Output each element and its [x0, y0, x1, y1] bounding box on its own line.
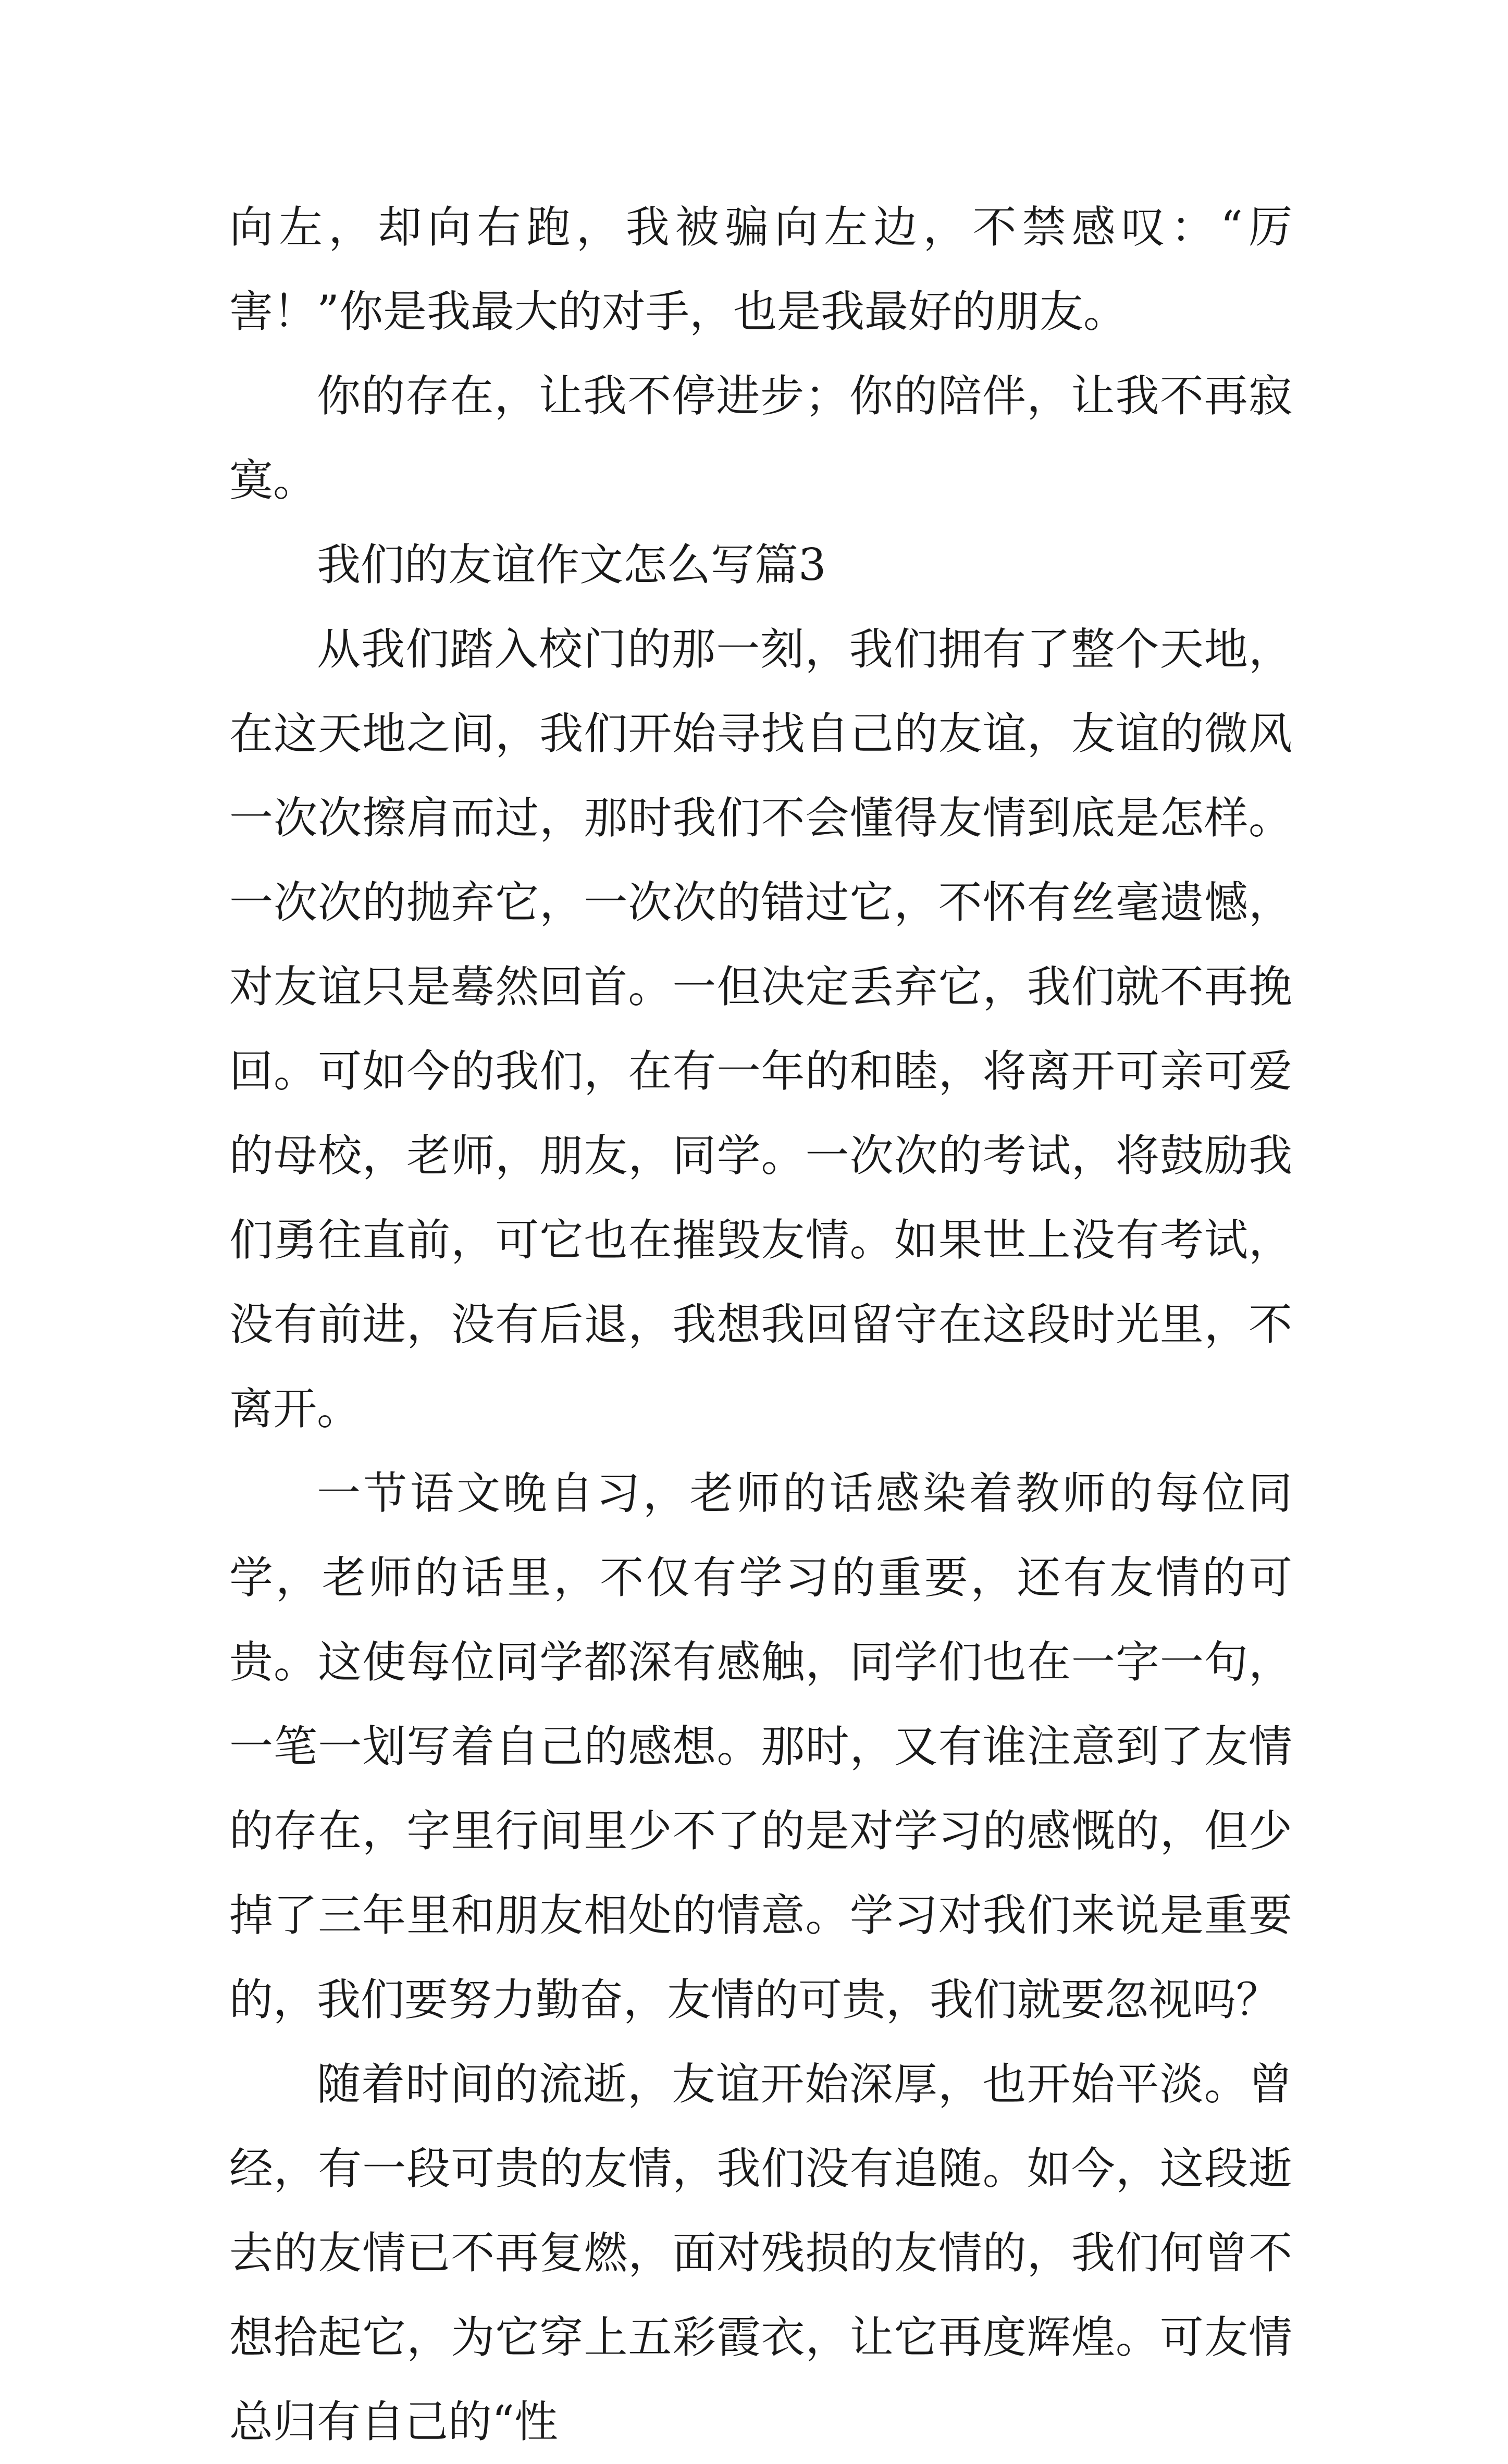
section-heading: 我们的友谊作文怎么写篇3 [317, 539, 826, 590]
paragraph-continuation: 向左，却向右跑，我被骗向左边，不禁感叹：“厉害！”你是我最大的对手，也是我最好的朋友。 [229, 202, 1292, 337]
document-body [229, 185, 1292, 2464]
paragraph-existence: 你的存在，让我不停进步；你的陪伴，让我不再寂寞。 [229, 370, 1292, 506]
paragraph-passing-time: 随着时间的流逝，友谊开始深厚，也开始平淡。曾经，有一段可贵的友情，我们没有追随。如今，这段逝去的友情已不再复燃，面对残损的友情的，我们何曾不想拾起它，为它穿上五彩霞衣，让它再度辉煌。可友情总归有自己的“性 [229, 2059, 1292, 2447]
paragraph-school-gate: 从我们踏入校门的那一刻，我们拥有了整个天地，在这天地之间，我们开始寻找自己的友谊，友谊的微风一次次擦肩而过，那时我们不会懂得友情到底是怎样。一次次的抛弃它，一次次的错过它，不怀有丝毫遗憾，对友谊只是蓦然回首。一但决定丢弃它，我们就不再挽回。可如今的我们，在有一年的和睦，将离开可亲可爱的母校，老师，朋友，同学。一次次的考试，将鼓励我们勇往直前，可它也在摧毁友情。如果世上没有考试，没有前进，没有后退，我想我回留守在这段时光里，不离开。 [229, 624, 1292, 1434]
paragraph-evening-study: 一节语文晚自习，老师的话感染着教师的每位同学，老师的话里，不仅有学习的重要，还有友情的可贵。这使每位同学都深有感触，同学们也在一字一句，一笔一划写着自己的感想。那时，又有谁注意到了友情的存在，字里行间里少不了的是对学习的感慨的，但少掉了三年里和朋友相处的情意。学习对我们来说是重要的，我们要努力勤奋，友情的可贵，我们就要忽视吗？ [229, 1468, 1292, 2025]
